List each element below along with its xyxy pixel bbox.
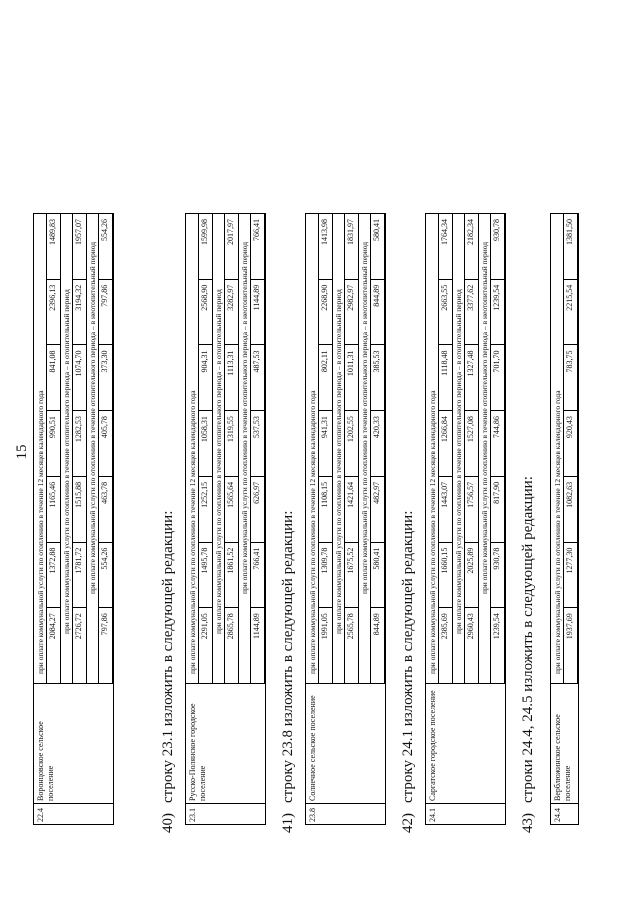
settlement-name: Воронцовское сельское поселение (36, 721, 55, 801)
column-divider (98, 607, 112, 608)
tariff-value: 487,53 (252, 350, 261, 373)
heading-text: строку 24.1 изложить в следующей редакции: (400, 510, 416, 803)
tariff-value: 2025,89 (466, 547, 475, 574)
column-divider (198, 607, 212, 608)
tariff-value: 554,26 (100, 219, 109, 241)
tariff-value: 463,78 (100, 481, 109, 504)
tariff-value: 420,33 (372, 416, 381, 439)
tariff-value: 844,89 (372, 284, 381, 307)
tariff-value: 1144,89 (252, 613, 261, 639)
section-heading (400, 511, 417, 833)
column-divider (344, 607, 358, 608)
table-bottom-border (265, 214, 266, 824)
column-divider (250, 607, 264, 608)
tariff-value: 1957,07 (74, 219, 83, 245)
row-code: 23.8 (308, 808, 317, 822)
column-divider (464, 542, 478, 543)
tariff-value: 1058,31 (200, 416, 209, 443)
tariff-value: 1239,54 (492, 284, 501, 311)
tariff-value: 1011,31 (346, 350, 355, 377)
column-divider (46, 476, 60, 477)
tariff-value: 580,41 (372, 219, 381, 241)
column-divider (370, 607, 384, 608)
column-divider (250, 279, 264, 280)
row-caption: при оплате коммунальной услуги по отоплению в течение отопительного периода – в отопительный период (334, 289, 343, 634)
tariff-value: 941,31 (320, 416, 329, 439)
column-divider (318, 279, 332, 280)
column-divider (224, 542, 238, 543)
tariff-value: 1144,89 (252, 284, 261, 311)
tariff-value: 2385,69 (440, 613, 449, 640)
column-divider (186, 803, 266, 804)
settlement-name: Саргатское городское поселение (428, 690, 437, 801)
tariff-table (33, 213, 114, 825)
section-heading (160, 511, 177, 833)
row-code: 22.4 (36, 808, 45, 822)
table-bottom-border (505, 214, 506, 824)
row-divider (344, 214, 345, 684)
column-divider (344, 344, 358, 345)
column-divider (344, 542, 358, 543)
tariff-table (185, 213, 266, 825)
row-caption: при оплате коммунальной услуги по отоплению в течение отопительного периода – в неотопительный период (480, 241, 489, 594)
column-divider (563, 344, 577, 345)
tariff-value: 385,53 (372, 350, 381, 373)
tariff-value: 783,75 (565, 350, 574, 373)
tariff-value: 701,70 (492, 350, 501, 373)
tariff-table (550, 213, 579, 825)
tariff-value: 1565,64 (226, 481, 235, 508)
row-divider (332, 214, 333, 684)
tariff-value: 1861,52 (226, 547, 235, 574)
tariff-value: 1495,78 (200, 547, 209, 574)
row-divider (563, 214, 564, 684)
column-divider (370, 542, 384, 543)
row-caption: при оплате коммунальной услуги по отоплению в течение отопительного периода – в неотопительный период (360, 241, 369, 594)
column-divider (344, 410, 358, 411)
tariff-value: 1756,57 (466, 481, 475, 508)
column-divider (370, 344, 384, 345)
column-divider (344, 279, 358, 280)
tariff-value: 844,89 (372, 613, 381, 636)
row-divider (370, 214, 371, 684)
heading-text: строки 24.4, 24.5 изложить в следующей редакции: (520, 476, 536, 803)
tariff-value: 1118,48 (440, 350, 449, 376)
tariff-value: 3194,32 (74, 284, 83, 311)
column-divider (98, 476, 112, 477)
tariff-value: 2291,05 (200, 613, 209, 640)
column-divider (490, 279, 504, 280)
column-divider (98, 344, 112, 345)
page-number: 15 (14, 444, 30, 460)
table-bottom-border (578, 214, 579, 824)
tariff-value: 1515,88 (74, 481, 83, 508)
column-divider (250, 410, 264, 411)
column-divider (464, 279, 478, 280)
tariff-value: 1381,50 (565, 219, 574, 245)
tariff-table (425, 213, 506, 825)
column-divider (464, 607, 478, 608)
row-divider (212, 214, 213, 684)
column-divider (224, 476, 238, 477)
column-divider (198, 542, 212, 543)
tariff-value: 554,26 (100, 547, 109, 570)
column-divider (551, 803, 579, 804)
row-caption: при оплате коммунальной услуги по отоплению в течение 12 месяцев календарного года (553, 390, 562, 674)
tariff-value: 1781,72 (74, 547, 83, 574)
section-heading (520, 476, 537, 833)
tariff-value: 1675,52 (346, 547, 355, 574)
column-divider (198, 344, 212, 345)
tariff-value: 580,41 (372, 547, 381, 570)
tariff-value: 1309,78 (320, 547, 329, 574)
row-caption: при оплате коммунальной услуги по отоплению в течение отопительного периода – в отопительный период (214, 289, 223, 634)
column-divider (224, 344, 238, 345)
column-divider (46, 607, 60, 608)
column-divider (46, 344, 60, 345)
row-caption: при оплате коммунальной услуги по отоплению в течение отопительного периода – в неотопительный период (88, 241, 97, 594)
row-divider (60, 214, 61, 684)
row-divider (238, 214, 239, 684)
row-caption: при оплате коммунальной услуги по отоплению в течение отопительного периода – в отопительный период (454, 289, 463, 634)
tariff-value: 405,78 (100, 416, 109, 439)
tariff-value: 1443,07 (440, 481, 449, 508)
heading-number: 41) (280, 813, 296, 833)
column-divider (438, 476, 452, 477)
tariff-value: 904,31 (200, 350, 209, 373)
heading-text: строку 23.1 изложить в следующей редакции: (160, 510, 176, 803)
column-divider (563, 476, 577, 477)
column-divider (426, 803, 506, 804)
settlement-name: Верблюжинское сельское поселение (553, 714, 572, 801)
tariff-table (305, 213, 386, 825)
column-divider (72, 279, 86, 280)
tariff-value: 2396,13 (48, 284, 57, 311)
row-caption: при оплате коммунальной услуги по отоплению в течение 12 месяцев календарного года (308, 390, 317, 674)
tariff-value: 1239,54 (492, 613, 501, 640)
column-divider (563, 542, 577, 543)
column-divider (370, 279, 384, 280)
settlement-name: Русско-Полянское городское поселение (188, 703, 207, 801)
row-divider (72, 214, 73, 684)
tariff-value: 797,86 (100, 284, 109, 307)
row-divider (490, 214, 491, 684)
column-divider (438, 410, 452, 411)
tariff-value: 2982,97 (346, 284, 355, 311)
column-divider (224, 279, 238, 280)
column-divider (490, 410, 504, 411)
column-divider (98, 279, 112, 280)
row-divider (438, 214, 439, 684)
tariff-value: 2865,78 (226, 613, 235, 640)
row-caption: при оплате коммунальной услуги по отоплению в течение 12 месяцев календарного года (428, 390, 437, 674)
column-divider (318, 607, 332, 608)
tariff-value: 1327,48 (466, 350, 475, 377)
tariff-value: 1991,05 (320, 613, 329, 640)
column-divider (224, 607, 238, 608)
tariff-value: 3377,62 (466, 284, 475, 311)
row-divider (224, 214, 225, 684)
tariff-value: 2960,43 (466, 613, 475, 640)
tariff-value: 626,97 (252, 481, 261, 504)
tariff-value: 1831,97 (346, 219, 355, 245)
row-caption: при оплате коммунальной услуги по отоплению в течение отопительного периода – в неотопительный период (240, 241, 249, 594)
column-divider (250, 542, 264, 543)
tariff-value: 802,11 (320, 350, 329, 373)
tariff-value: 2215,54 (565, 284, 574, 311)
tariff-value: 1108,15 (320, 481, 329, 508)
section-heading (280, 511, 297, 833)
tariff-value: 930,78 (492, 219, 501, 241)
column-divider (490, 542, 504, 543)
column-divider (306, 803, 386, 804)
column-divider (318, 542, 332, 543)
tariff-value: 841,08 (48, 350, 57, 373)
row-divider (464, 214, 465, 684)
row-divider (198, 214, 199, 684)
tariff-value: 1660,15 (440, 547, 449, 574)
row-divider (86, 214, 87, 684)
column-divider (198, 410, 212, 411)
column-divider (490, 344, 504, 345)
tariff-value: 1082,63 (565, 481, 574, 508)
column-divider (563, 279, 577, 280)
tariff-value: 2084,27 (48, 613, 57, 640)
row-divider (452, 214, 453, 684)
column-divider (46, 410, 60, 411)
column-divider (72, 476, 86, 477)
tariff-value: 920,43 (565, 416, 574, 439)
heading-number: 43) (520, 813, 536, 833)
settlement-name: Солнечное сельское поселение (308, 695, 317, 801)
column-divider (438, 542, 452, 543)
tariff-value: 1421,64 (346, 481, 355, 508)
tariff-value: 537,53 (252, 416, 261, 439)
tariff-value: 1282,53 (74, 416, 83, 443)
row-code: 24.1 (428, 808, 437, 822)
row-code: 24.4 (553, 808, 562, 822)
row-caption: при оплате коммунальной услуги по отоплению в течение отопительного периода – в отопительный период (62, 289, 71, 634)
tariff-value: 990,51 (48, 416, 57, 439)
column-divider (490, 607, 504, 608)
column-divider (344, 476, 358, 477)
column-divider (198, 279, 212, 280)
tariff-value: 1252,15 (200, 481, 209, 508)
heading-number: 40) (160, 813, 176, 833)
column-divider (72, 542, 86, 543)
tariff-value: 766,41 (252, 547, 261, 570)
column-divider (224, 410, 238, 411)
row-caption: при оплате коммунальной услуги по отоплению в течение 12 месяцев календарного года (36, 390, 45, 674)
tariff-value: 1599,98 (200, 219, 209, 245)
column-divider (464, 410, 478, 411)
tariff-value: 3282,97 (226, 284, 235, 311)
column-divider (72, 607, 86, 608)
column-divider (438, 607, 452, 608)
row-divider (250, 214, 251, 684)
column-divider (250, 344, 264, 345)
tariff-value: 2568,90 (200, 284, 209, 311)
column-divider (34, 803, 114, 804)
column-divider (46, 279, 60, 280)
column-divider (98, 542, 112, 543)
tariff-value: 766,41 (252, 219, 261, 241)
row-code: 23.1 (188, 808, 197, 822)
tariff-value: 797,86 (100, 613, 109, 636)
row-divider (478, 214, 479, 684)
tariff-value: 2726,72 (74, 613, 83, 640)
tariff-value: 1165,46 (48, 481, 57, 508)
column-divider (370, 476, 384, 477)
row-divider (318, 214, 319, 684)
column-divider (318, 410, 332, 411)
tariff-value: 1202,55 (346, 416, 355, 443)
column-divider (370, 410, 384, 411)
tariff-value: 930,78 (492, 547, 501, 570)
row-caption: при оплате коммунальной услуги по отоплению в течение 12 месяцев календарного года (188, 390, 197, 674)
heading-text: строку 23.8 изложить в следующей редакции: (280, 510, 296, 803)
tariff-value: 2268,90 (320, 284, 329, 311)
tariff-value: 1319,55 (226, 416, 235, 443)
tariff-value: 744,86 (492, 416, 501, 439)
table-bottom-border (385, 214, 386, 824)
tariff-value: 2182,34 (466, 219, 475, 245)
tariff-value: 373,30 (100, 350, 109, 373)
column-divider (46, 542, 60, 543)
tariff-value: 1113,31 (226, 350, 235, 376)
column-divider (551, 683, 579, 684)
tariff-value: 1764,34 (440, 219, 449, 245)
tariff-value: 1074,70 (74, 350, 83, 377)
column-divider (490, 476, 504, 477)
column-divider (72, 344, 86, 345)
column-divider (98, 410, 112, 411)
column-divider (563, 607, 577, 608)
tariff-value: 2565,78 (346, 613, 355, 640)
tariff-value: 482,97 (372, 481, 381, 504)
tariff-value: 1372,88 (48, 547, 57, 574)
column-divider (318, 476, 332, 477)
row-divider (98, 214, 99, 684)
column-divider (438, 279, 452, 280)
column-divider (318, 344, 332, 345)
column-divider (72, 410, 86, 411)
row-divider (358, 214, 359, 684)
tariff-value: 1527,08 (466, 416, 475, 443)
column-divider (250, 476, 264, 477)
heading-number: 42) (400, 813, 416, 833)
tariff-value: 2017,97 (226, 219, 235, 245)
column-divider (464, 344, 478, 345)
tariff-value: 1413,98 (320, 219, 329, 245)
table-bottom-border (113, 214, 114, 824)
tariff-value: 817,90 (492, 481, 501, 504)
tariff-value: 1937,69 (565, 613, 574, 640)
tariff-value: 1277,30 (565, 547, 574, 574)
row-divider (46, 214, 47, 684)
column-divider (198, 476, 212, 477)
column-divider (464, 476, 478, 477)
tariff-value: 1489,83 (48, 219, 57, 245)
column-divider (563, 410, 577, 411)
tariff-value: 1266,84 (440, 416, 449, 443)
tariff-value: 2663,55 (440, 284, 449, 311)
column-divider (438, 344, 452, 345)
